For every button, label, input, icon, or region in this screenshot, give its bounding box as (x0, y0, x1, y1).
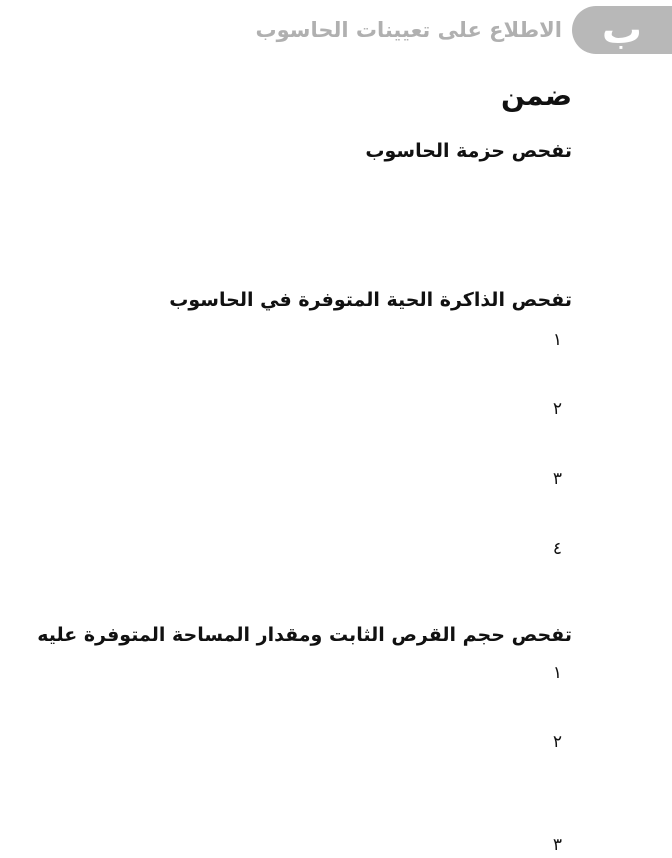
heading-computer-package: تفحص حزمة الحاسوب (365, 140, 572, 162)
ram-step-1: ١ (552, 330, 562, 350)
disk-step-2: ٢ (552, 732, 562, 752)
ram-step-4: ٤ (552, 539, 562, 559)
disk-step-1: ١ (552, 663, 562, 683)
section-title: ضمن (500, 79, 572, 112)
heading-hard-disk: تفحص حجم القرص الثابت ومقدار المساحة المتوفرة عليه (37, 624, 572, 646)
page-header (0, 6, 672, 54)
disk-step-3: ٣ (552, 835, 562, 855)
ram-step-3: ٣ (552, 469, 562, 489)
chapter-letter: ب (601, 7, 643, 53)
ram-step-2: ٢ (552, 399, 562, 419)
heading-available-ram: تفحص الذاكرة الحية المتوفرة في الحاسوب (169, 289, 572, 311)
chapter-title: الاطلاع على تعيينات الحاسوب (255, 18, 562, 42)
